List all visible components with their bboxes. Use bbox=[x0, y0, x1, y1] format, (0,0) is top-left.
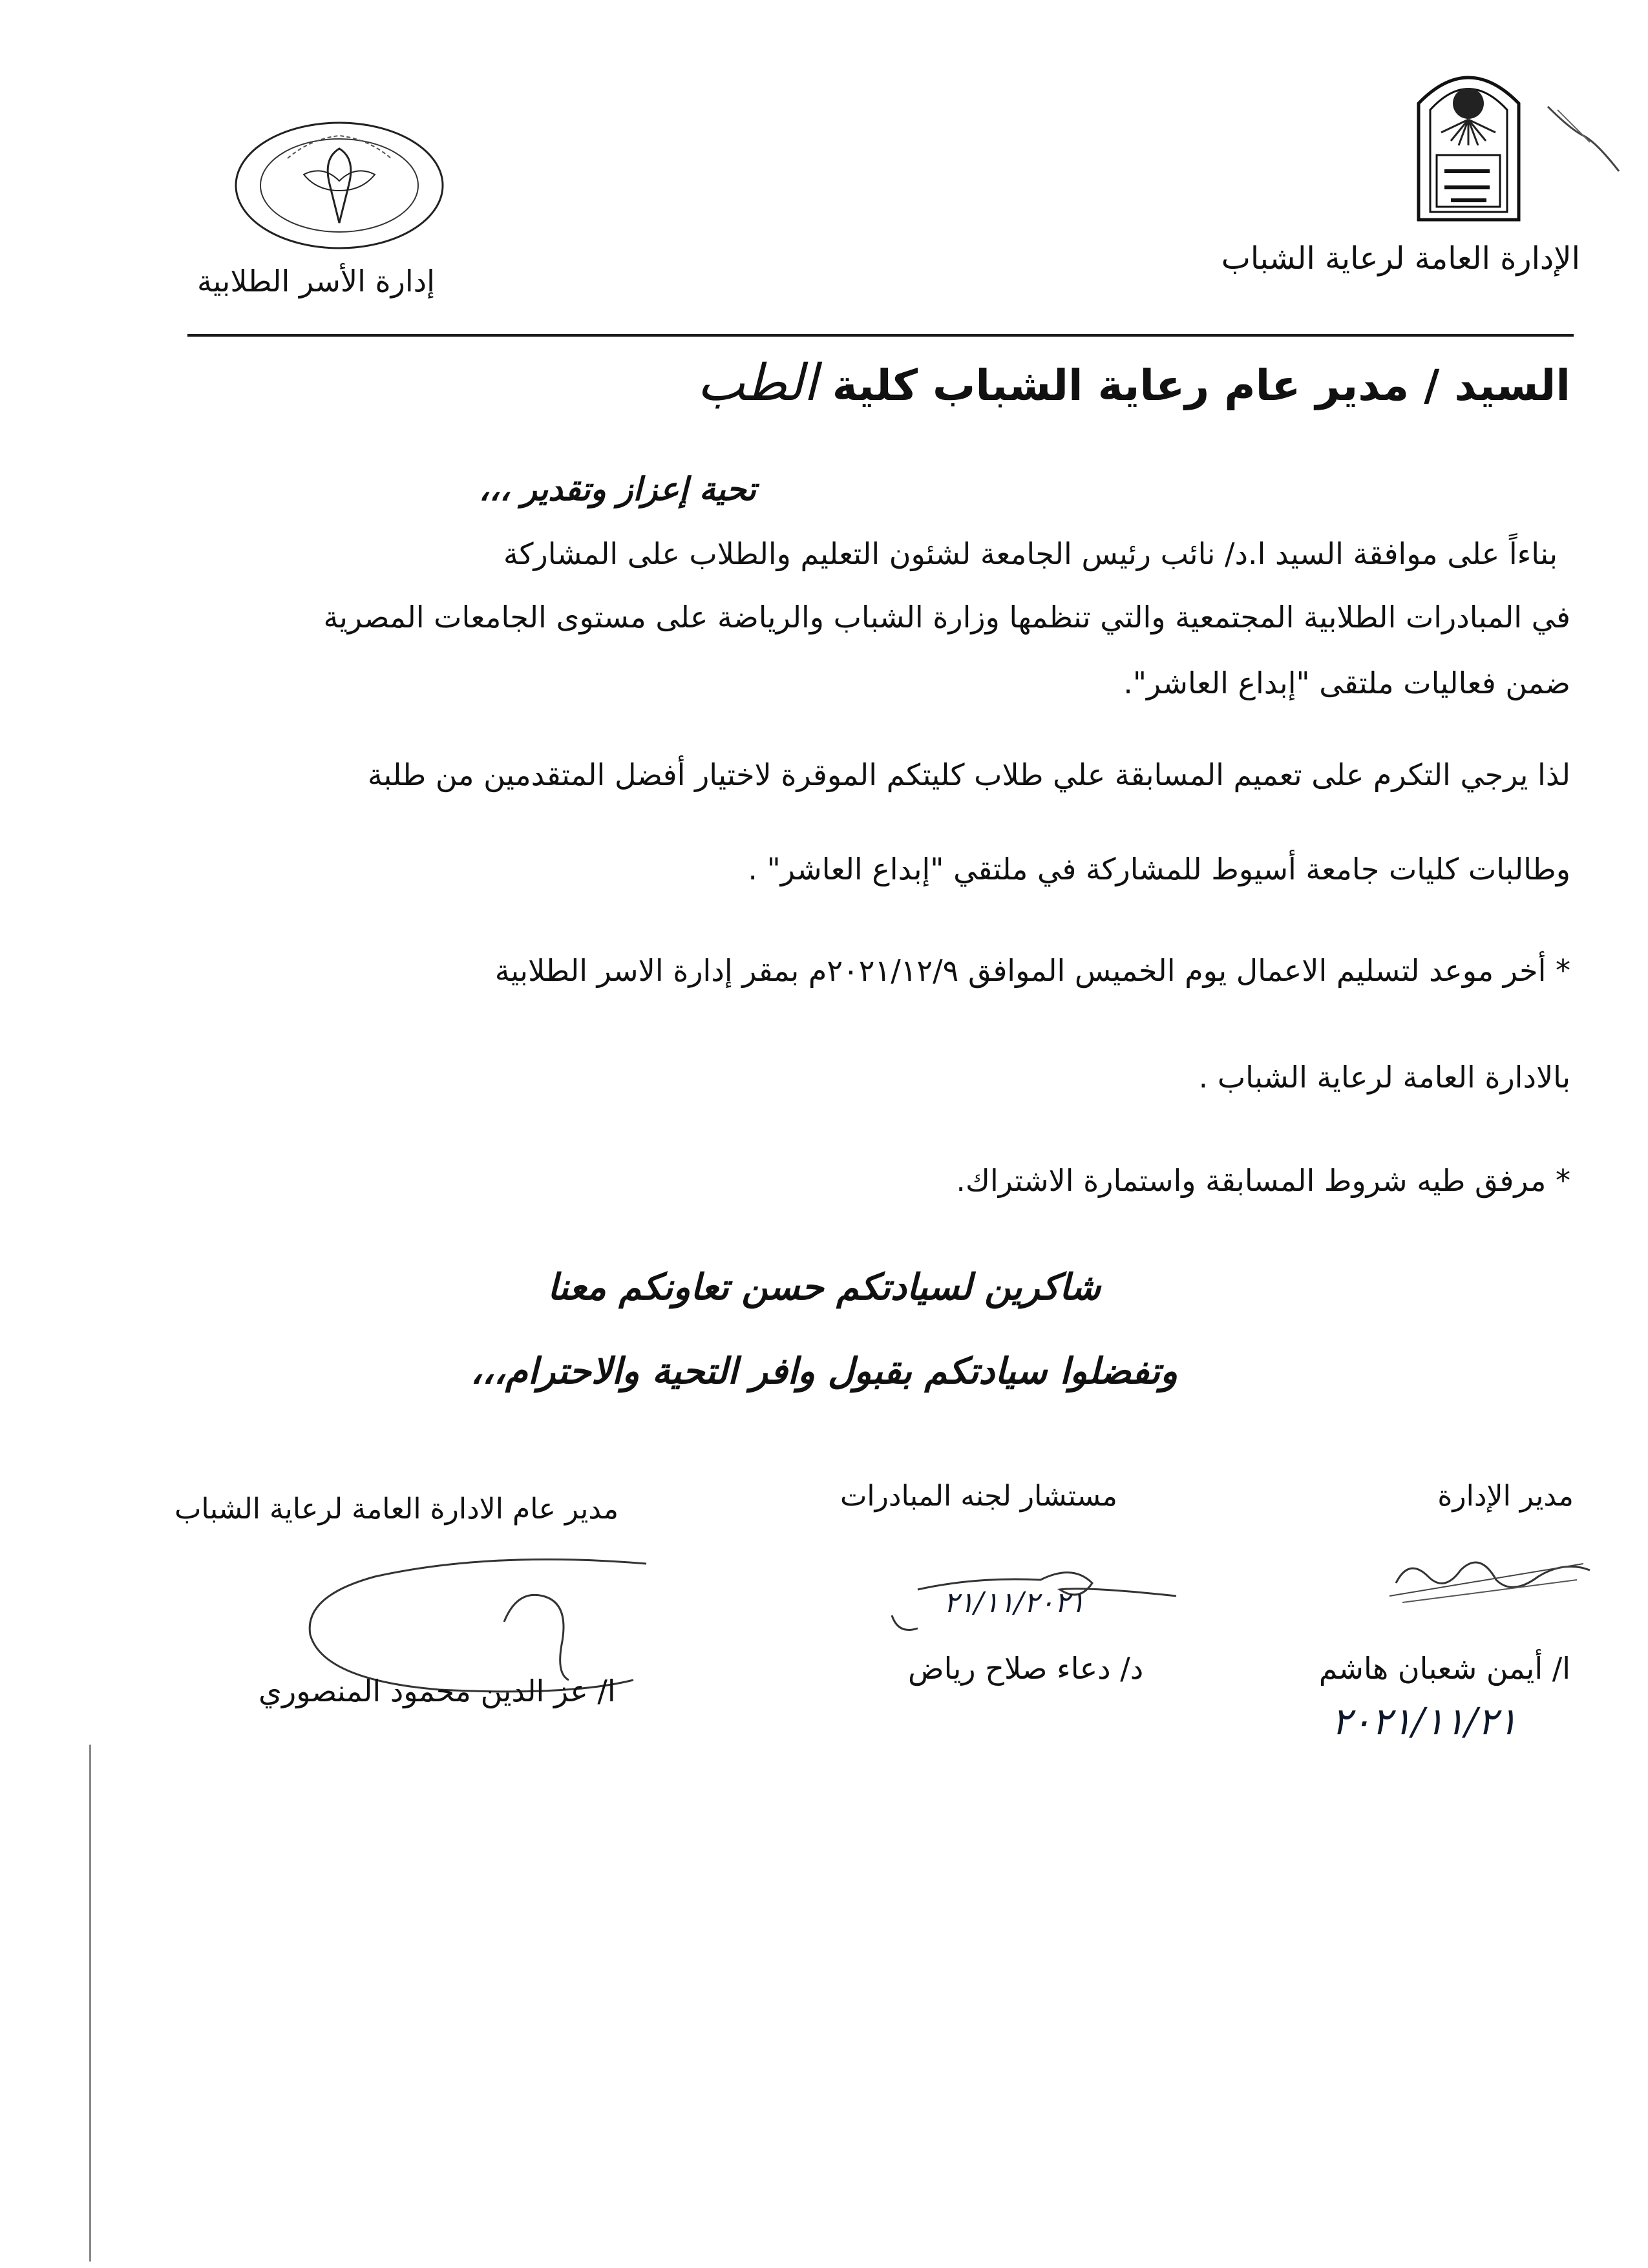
body-line-5: وطالبات كليات جامعة أسيوط للمشاركة في ملتقي "إبداع العاشر" . bbox=[748, 852, 1570, 887]
scan-edge-artifact bbox=[89, 1745, 91, 2262]
sub-department: إدارة الأسر الطلابية bbox=[197, 264, 435, 299]
issuing-department: الإدارة العامة لرعاية الشباب bbox=[1221, 240, 1580, 277]
signatory-2-name: د/ دعاء صلاح رياض bbox=[908, 1651, 1144, 1686]
body-line-4: لذا يرجي التكرم على تعميم المسابقة علي طلاب كليتكم الموقرة لاختيار أفضل المتقدمين من طلبة bbox=[367, 757, 1570, 792]
assiut-university-logo-icon bbox=[1412, 58, 1525, 223]
signatory-3-title: مدير عام الادارة العامة لرعاية الشباب bbox=[174, 1493, 619, 1526]
addressee-handwritten-faculty: الطب bbox=[697, 354, 818, 412]
signatory-1-title: مدير الإدارة bbox=[1437, 1480, 1574, 1513]
signatory-1-signature bbox=[1383, 1531, 1596, 1615]
body-line-8: * مرفق طيه شروط المسابقة واستمارة الاشتراك. bbox=[956, 1163, 1570, 1198]
body-line-6: * أخر موعد لتسليم الاعمال يوم الخميس الموافق ٢٠٢١/١٢/٩م بمقر إدارة الاسر الطلابية bbox=[494, 953, 1570, 988]
signatory-3-name: ا/ عز الدين محمود المنصوري bbox=[259, 1674, 616, 1708]
header-divider bbox=[187, 334, 1574, 337]
body-line-2: في المبادرات الطلابية المجتمعية والتي تنظمها وزارة الشباب والرياضة على مستوى الجامعات المصرية bbox=[323, 600, 1570, 635]
body-line-3: ضمن فعاليات ملتقى "إبداع العاشر". bbox=[1123, 666, 1570, 700]
signatory-1-name: ا/ أيمن شعبان هاشم bbox=[1318, 1651, 1570, 1686]
letter-addressee bbox=[697, 354, 1570, 412]
signatory-2-title: مستشار لجنه المبادرات bbox=[840, 1480, 1117, 1513]
addressee-text: السيد / مدير عام رعاية الشباب كلية bbox=[832, 361, 1570, 410]
closing-regards: وتفضلوا سيادتكم بقبول وافر التحية والاحترام،،، bbox=[470, 1350, 1178, 1392]
signatory-2-date: ٢١/١١/٢٠٢١ bbox=[944, 1586, 1085, 1619]
letter-greeting: تحية إعزاز وتقدير ،،، bbox=[478, 470, 756, 508]
student-families-seal-icon bbox=[233, 120, 446, 252]
closing-thanks: شاكرين لسيادتكم حسن تعاونكم معنا bbox=[547, 1266, 1101, 1308]
scan-scratch-mark bbox=[1545, 103, 1622, 174]
body-line-7: بالادارة العامة لرعاية الشباب . bbox=[1198, 1060, 1570, 1095]
body-line-1: بناءاً على موافقة السيد ا.د/ نائب رئيس الجامعة لشئون التعليم والطلاب على المشاركة bbox=[503, 536, 1558, 571]
signatory-1-date: ٢٠٢١/١١/٢١ bbox=[1331, 1699, 1518, 1743]
